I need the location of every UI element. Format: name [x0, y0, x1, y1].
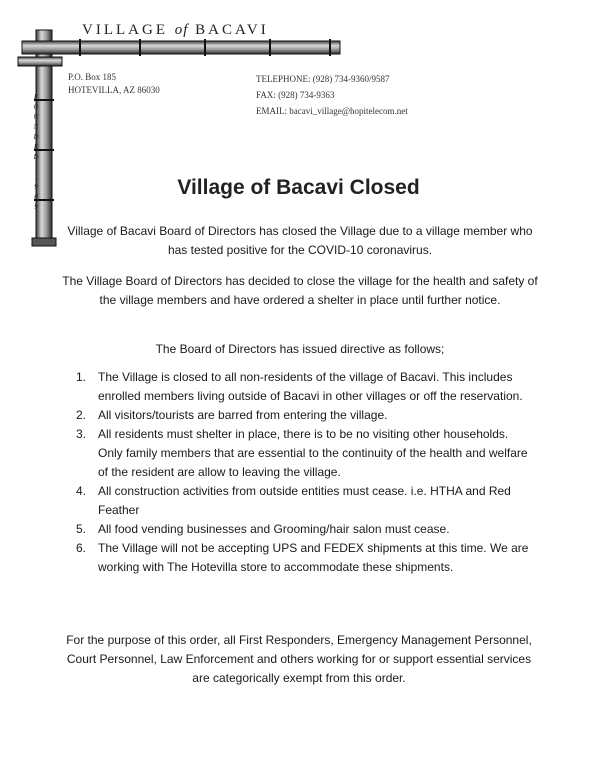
- exemption-paragraph: For the purpose of this order, all First Responders, Emergency Management Personnel, Court Personnel, Law Enforcement and others working for or support essential services are categorically exempt from this order.: [66, 633, 532, 685]
- decision-paragraph: The Village Board of Directors has decided to close the village for the health and safety of the village members and have ordered a shelter in place until further notice.: [62, 274, 538, 307]
- directive-number: 4.: [76, 484, 87, 498]
- founded-char: 9: [34, 203, 38, 211]
- founded-char: U: [33, 113, 39, 121]
- directive-item: [76, 425, 536, 482]
- founded-char: E: [33, 143, 39, 151]
- telephone: TELEPHONE: (928) 734-9360/9587: [256, 74, 390, 84]
- founded-char: [30, 162, 42, 172]
- bamboo-logo-icon: [0, 0, 597, 260]
- founded-char: 1: [34, 173, 38, 181]
- village-name-of: of: [174, 22, 189, 38]
- directive-list: [76, 368, 536, 577]
- founded-char: F: [33, 93, 39, 101]
- directive-item: [76, 406, 536, 425]
- directive-item: [76, 482, 536, 520]
- directive-number: 2.: [76, 408, 87, 422]
- founded-char: 9: [34, 183, 38, 191]
- notice-title: Village of Bacavi Closed: [177, 176, 420, 199]
- directive-item: [76, 539, 536, 577]
- mailing-address: [68, 71, 160, 97]
- directive-text: All food vending businesses and Grooming/hair salon must cease.: [98, 522, 450, 536]
- directive-item: [76, 368, 536, 406]
- intro-paragraph: Village of Bacavi Board of Directors has closed the Village due to a village member who has tested positive for the COVID-10 coronavirus.: [67, 224, 533, 257]
- directive-text: All residents must shelter in place, there is to be no visiting other households. Only family members that are essential to the continuity of the health and welfare of the resident are allow to leaving the village.: [98, 427, 528, 479]
- village-name-last: BACAVI: [195, 22, 269, 38]
- contact-info: [256, 71, 408, 119]
- founded-char: D: [33, 133, 39, 141]
- city-state-zip: HOTEVILLA, AZ 86030: [68, 85, 160, 95]
- directive-number: 1.: [76, 370, 87, 384]
- directive-heading: The Board of Directors has issued directive as follows;: [155, 342, 445, 356]
- email: EMAIL: bacavi_village@hopitelecom.net: [256, 106, 408, 116]
- directive-number: 3.: [76, 427, 87, 441]
- directive-item: [76, 520, 536, 539]
- fax: FAX: (928) 734-9363: [256, 90, 335, 100]
- founded-char: D: [33, 153, 39, 161]
- directive-text: The Village will not be accepting UPS and FEDEX shipments at this time. We are working with The Hotevilla store to accommodate these shipments.: [98, 541, 529, 574]
- directive-text: The Village is closed to all non-residents of the village of Bacavi. This includes enrolled members living outside of Bacavi in other villages or off the reservation.: [98, 370, 523, 403]
- founded-char: 0: [34, 193, 38, 201]
- directive-text: All visitors/tourists are barred from entering the village.: [98, 408, 388, 422]
- founded-char: N: [33, 123, 39, 131]
- directive-number: 5.: [76, 522, 87, 536]
- directive-number: 6.: [76, 541, 87, 555]
- village-name: [82, 22, 269, 39]
- directive-text: All construction activities from outside entities must cease. i.e. HTHA and Red Feather: [98, 484, 511, 517]
- founded-char: O: [33, 103, 39, 111]
- village-name-first: VILLAGE: [82, 22, 168, 38]
- po-box: P.O. Box 185: [68, 72, 117, 82]
